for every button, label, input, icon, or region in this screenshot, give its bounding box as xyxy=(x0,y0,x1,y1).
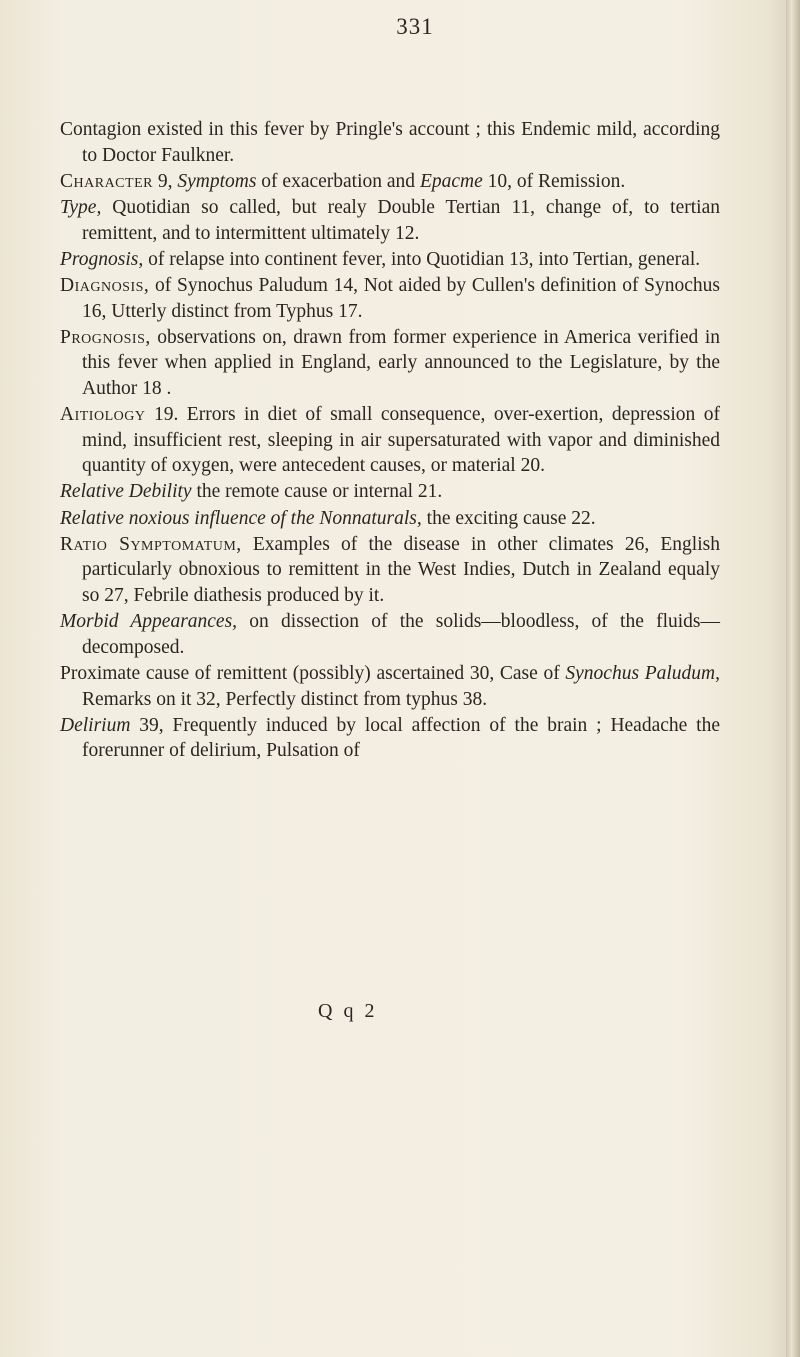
index-entry xyxy=(60,247,720,273)
index-entry xyxy=(60,402,720,479)
index-entry xyxy=(60,117,720,168)
entry-text: Examples of the disease in other climates 26, English particularly obnoxious to remittent in the West Indies, Dutch in Zealand equaly so 27, Febrile diathesis produced by it. xyxy=(82,533,720,607)
entry-text: Proximate cause of remittent (possibly) ascertained 30, Case of xyxy=(60,663,566,684)
entry-heading: Prognosis, xyxy=(60,326,151,348)
signature-mark: Q q 2 xyxy=(318,1000,378,1022)
entry-heading: Prognosis, xyxy=(60,248,144,270)
entry-text: of Synochus Paludum 14, Not aided by Cullen's definition of Synochus 16, Utterly distinct from Typhus 17. xyxy=(82,274,720,322)
entry-text: on dissection of the solids—bloodless, of the fluids—decomposed. xyxy=(82,611,720,658)
index-entries xyxy=(60,117,720,765)
entry-text: Symptoms xyxy=(177,170,257,192)
entry-text: Quotidian so called, but realy Double Tertian 11, change of, to tertian remittent, and to intermittent ultimately 12. xyxy=(82,196,720,244)
entry-text: 9, xyxy=(152,170,178,192)
page-number: 331 xyxy=(396,14,434,39)
index-entry xyxy=(60,325,720,402)
entry-heading: Ratio Symptomatum, xyxy=(60,533,242,555)
entry-text: 39, Frequently induced by local affection of the brain ; Headache the forerunner of delirium, Pulsation of xyxy=(82,714,720,762)
entry-text: observations on, drawn from former experience in America verified in this fever when applied in England, early announced to the Legislature, by the Author 18 . xyxy=(82,326,720,399)
entry-text: 10, of Remission. xyxy=(482,170,626,192)
entry-text: Synochus Paludum, xyxy=(565,663,721,684)
entry-heading: Type, xyxy=(60,196,102,218)
index-entry xyxy=(60,169,720,195)
entry-heading: Aitiology xyxy=(60,404,146,426)
entry-text: of relapse into continent fever, into Quotidian 13, into Tertian, general. xyxy=(143,248,701,270)
page-edge xyxy=(786,0,800,1357)
entry-heading: Morbid Appearances, xyxy=(60,611,238,633)
index-entry xyxy=(60,195,720,246)
index-entry xyxy=(60,273,720,324)
index-entry xyxy=(60,713,720,764)
index-entry xyxy=(60,609,720,660)
entry-text: of exacerbation and xyxy=(256,170,420,192)
entry-text: the exciting cause 22. xyxy=(421,507,596,529)
index-entry xyxy=(60,661,720,712)
index-entry xyxy=(60,506,720,532)
entry-heading: Diagnosis, xyxy=(60,274,150,296)
entry-text: 19. Errors in diet of small consequence, over-exertion, depression of mind, insufficient rest, sleeping in air supersaturated with vapor and diminished quantity of oxygen, were antecedent causes, or material 20. xyxy=(82,404,720,477)
entry-heading: Delirium xyxy=(60,714,131,736)
entry-text: Contagion existed in this fever by Pringle's account ; this Endemic mild, according to Doctor Faulkner. xyxy=(60,119,720,166)
entry-heading: Character xyxy=(60,170,153,192)
entry-text: the remote cause or internal 21. xyxy=(191,481,443,503)
entry-heading: Relative noxious influence of the Nonnaturals, xyxy=(60,507,422,529)
index-entry xyxy=(60,479,720,505)
index-entry xyxy=(60,532,720,609)
entry-heading: Relative Debility xyxy=(60,481,192,503)
entry-text: Epacme xyxy=(419,170,483,192)
entry-text: Remarks on it 32, Perfectly distinct from typhus 38. xyxy=(82,688,488,710)
